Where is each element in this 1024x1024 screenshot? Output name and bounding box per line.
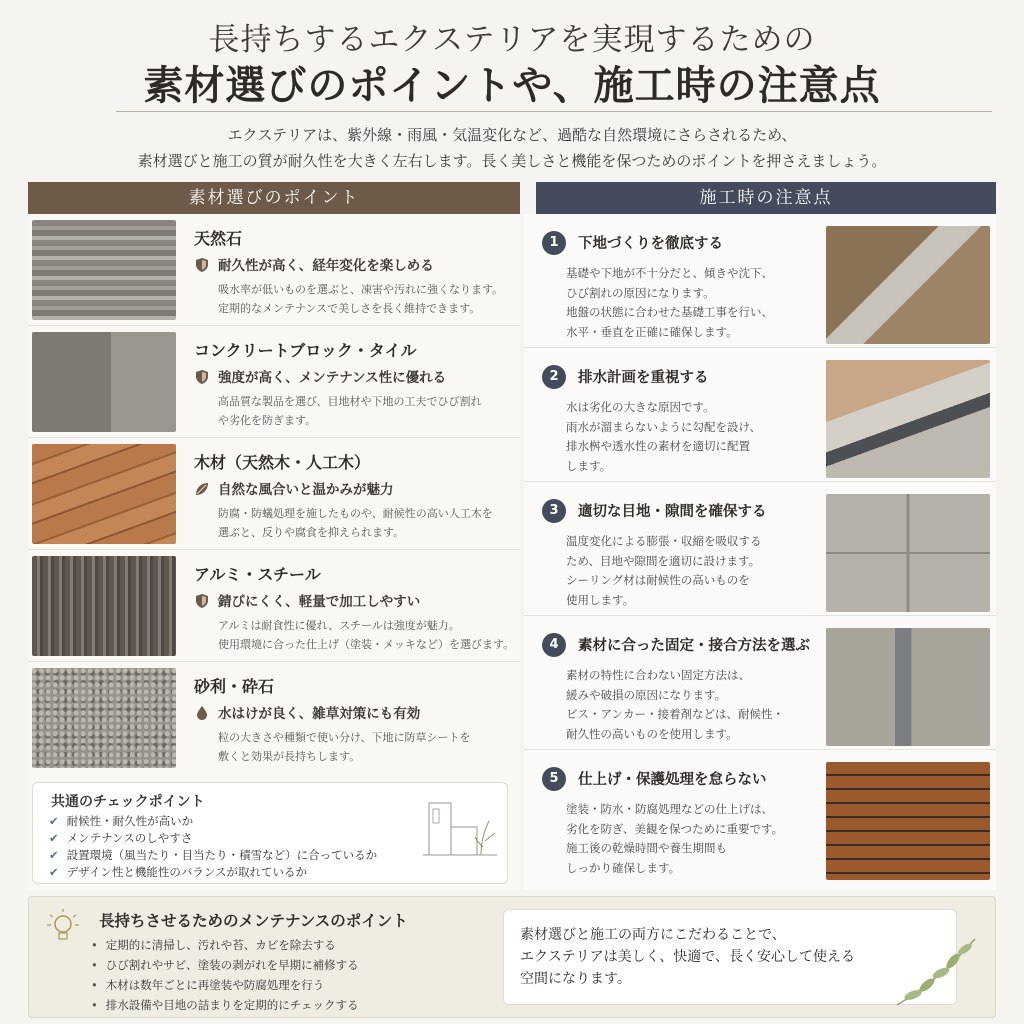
material-natural-stone	[28, 214, 520, 326]
step-title: 下地づくりを徹底する	[578, 236, 723, 252]
step-desc: 素材の特性に合わない固定方法は、 緩みや破損の原因になります。 ビス・アンカー・接着剤などは、耐候性・ 耐久性の高いものを使用します。	[566, 668, 785, 741]
water-drop-icon	[194, 705, 210, 721]
leaf-icon	[194, 481, 210, 497]
material-feature: 自然な風合いと温かみが魅力	[194, 478, 394, 498]
step-number: 2	[542, 365, 566, 389]
material-aluminum-steel	[28, 550, 520, 662]
aluminum-fence-photo	[32, 556, 176, 656]
step-4	[524, 616, 996, 750]
intro-text	[0, 122, 1024, 174]
intro-line2: 素材選びと施工の質が耐久性を大きく左右します。長く美しさと機能を保つためのポイントを押さえましょう。	[137, 152, 887, 170]
check-icon: ✔	[49, 831, 59, 845]
title-divider	[116, 111, 992, 112]
post-anchor-photo	[826, 628, 990, 746]
checkpoint-item: ✔ メンテナンスのしやすさ	[49, 831, 193, 845]
material-name: 天然石	[194, 229, 243, 248]
maintenance-item: • 定期的に清掃し、汚れや苔、カビを除去する	[91, 935, 359, 955]
step-desc: 温度変化による膨張・収縮を吸収する ため、目地や隙間を適切に設けます。 シーリング材は耐候性の高いものを 使用します。	[566, 534, 762, 607]
construction-section-heading: 施工時の注意点	[536, 182, 996, 214]
step-desc: 水は劣化の大きな原因です。 雨水が溜まらないように勾配を設け、 排水桝や透水性の素材を適切に配置 します。	[566, 400, 762, 473]
page-title-line1: 長持ちするエクステリアを実現するための	[208, 22, 816, 58]
maintenance-title: 長持ちさせるためのメンテナンスのポイント	[99, 912, 408, 930]
step-desc: 基礎や下地が不十分だと、傾きや沈下、 ひび割れの原因になります。 地盤の状態に合わせた基礎工事を行い、 水平・垂直を正確に確保します。	[566, 266, 773, 339]
checkpoints-list	[49, 813, 377, 881]
material-desc: 防腐・防蟻処理を施したものや、耐候性の高い人工木を 選ぶと、反りや腐食を抑えられます。	[218, 507, 493, 539]
wood-fence-photo	[826, 762, 990, 880]
step-number: 3	[542, 499, 566, 523]
maintenance-item: • 排水設備や目地の詰まりを定期的にチェックする	[91, 995, 359, 1015]
step-1	[524, 214, 996, 348]
common-checkpoints	[32, 782, 508, 884]
step-title: 素材に合った固定・接合方法を選ぶ	[578, 638, 810, 654]
step-number: 4	[542, 633, 566, 657]
material-desc: 粒の大きさや種類で使い分け、下地に防草シートを 敷くと効果が長持ちします。	[218, 731, 471, 763]
foundation-photo	[826, 226, 990, 344]
closing-message: 素材選びと施工の両方にこだわることで、 エクステリアは美しく、快適で、長く安心して使える 空間になります。	[503, 909, 957, 1005]
shield-icon	[194, 369, 210, 385]
step-title: 適切な目地・隙間を確保する	[578, 504, 767, 520]
drainage-photo	[826, 360, 990, 478]
check-icon: ✔	[49, 865, 59, 879]
checkpoint-item: ✔ 設置環境（風当たり・目当たり・積雪など）に合っているか	[49, 848, 378, 862]
concrete-block-photo	[32, 332, 176, 432]
shield-icon	[194, 593, 210, 609]
step-5	[524, 750, 996, 884]
maintenance-section	[28, 896, 996, 1018]
maintenance-list	[91, 935, 359, 1015]
step-number: 5	[542, 767, 566, 791]
house-sketch-icon	[423, 797, 497, 861]
material-wood	[28, 438, 520, 550]
checkpoint-item: ✔ 耐候性・耐久性が高いか	[49, 814, 194, 828]
checkpoints-title: 共通のチェックポイント	[51, 794, 205, 810]
material-feature: 水はけが良く、雑草対策にも有効	[194, 702, 420, 722]
check-icon: ✔	[49, 848, 59, 862]
wood-deck-photo	[32, 444, 176, 544]
leaf-branch-icon	[891, 931, 981, 1011]
intro-line1: エクステリアは、紫外線・雨風・気温変化など、過酷な自然環境にさらされるため、	[227, 126, 797, 144]
material-name: アルミ・スチール	[194, 565, 321, 584]
step-number: 1	[542, 231, 566, 255]
material-feature: 強度が高く、メンテナンス性に優れる	[194, 366, 446, 386]
material-name: 木材（天然木・人工木）	[194, 453, 371, 472]
page-title-line2: 素材選びのポイントや、施工時の注意点	[143, 62, 881, 109]
step-2	[524, 348, 996, 482]
step-3	[524, 482, 996, 616]
step-title: 排水計画を重視する	[578, 370, 709, 386]
material-name: 砂利・砕石	[194, 677, 275, 696]
gravel-photo	[32, 668, 176, 768]
step-desc: 塗装・防水・防腐処理などの仕上げは、 劣化を防ぎ、美観を保つために重要です。 施工後の乾燥時間や養生期間も しっかり確保します。	[566, 802, 784, 875]
material-gravel	[28, 662, 520, 774]
paving-joint-photo	[826, 494, 990, 612]
material-section-heading: 素材選びのポイント	[28, 182, 520, 214]
material-desc: アルミは耐食性に優れ、スチールは強度が魅力。 使用環境に合った仕上げ（塗装・メッキなど）を選びます。	[218, 619, 515, 651]
check-icon: ✔	[49, 814, 59, 828]
maintenance-item: • 木材は数年ごとに再塗装や防腐処理を行う	[91, 975, 359, 995]
lightbulb-icon	[45, 907, 81, 947]
material-name: コンクリートブロック・タイル	[194, 341, 417, 360]
material-desc: 高品質な製品を選び、目地材や下地の工夫でひび割れ や劣化を防ぎます。	[218, 395, 482, 427]
natural-stone-photo	[32, 220, 176, 320]
maintenance-item: • ひび割れやサビ、塗装の剥がれを早期に補修する	[91, 955, 359, 975]
construction-section	[524, 214, 996, 890]
step-title: 仕上げ・保護処理を怠らない	[578, 772, 767, 788]
material-concrete-block	[28, 326, 520, 438]
checkpoint-item: ✔ デザイン性と機能性のバランスが取れているか	[49, 865, 307, 879]
material-feature: 錆びにくく、軽量で加工しやすい	[194, 590, 420, 610]
shield-icon	[194, 257, 210, 273]
material-feature: 耐久性が高く、経年変化を楽しめる	[194, 254, 434, 274]
material-desc: 吸水率が低いものを選ぶと、凍害や汚れに強くなります。 定期的なメンテナンスで美しさを長く維持できます。	[218, 283, 504, 315]
